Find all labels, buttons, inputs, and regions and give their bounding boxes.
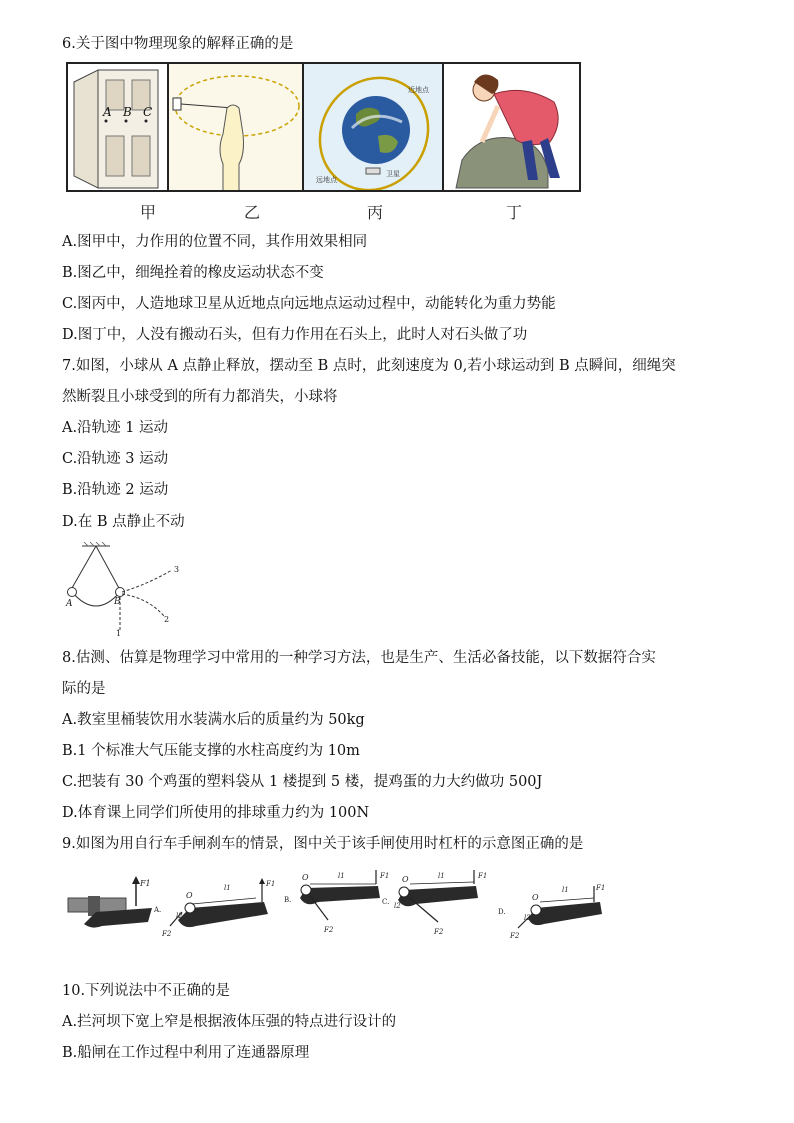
svg-text:F1: F1 [380, 872, 390, 880]
svg-text:A.: A. [154, 906, 162, 914]
svg-text:O: O [302, 873, 309, 882]
point-b-label: B [114, 597, 121, 607]
q6-option-d: D.图丁中，人没有搬动石头，但有力作用在石头上，此时人对石头做了功 [62, 327, 528, 343]
lever-option-c [382, 870, 487, 936]
svg-text:O: O [532, 893, 539, 902]
svg-text:l1: l1 [438, 872, 445, 880]
apogee-label: 远地点 [316, 176, 337, 184]
lever-option-a [153, 878, 275, 938]
perigee-label: 近地点 [408, 86, 429, 94]
q6-option-a: A.图甲中，力作用的位置不同，其作用效果相同 [62, 234, 368, 250]
panel-label-yi: 乙 [244, 203, 261, 222]
svg-text:F2: F2 [324, 926, 334, 934]
q6-figure [66, 62, 586, 222]
svg-text:F2: F2 [162, 930, 172, 938]
q7-option-3: B.沿轨迹 2 运动 [62, 482, 169, 498]
q7-option-1: A.沿轨迹 1 运动 [62, 420, 169, 436]
lever-option-b [284, 870, 389, 934]
lever-option-d [498, 884, 605, 940]
svg-text:F2: F2 [434, 928, 444, 936]
brake-lever-diagrams [66, 868, 606, 940]
track-3-label: 3 [174, 565, 180, 574]
svg-text:F1: F1 [596, 884, 606, 892]
string-rotation-illustration [169, 64, 304, 192]
q10-option-b: B.船闸在工作过程中利用了连通器原理 [62, 1045, 310, 1061]
q8-option-d: D.体育课上同学们所使用的排球重力约为 100N [62, 805, 370, 821]
q6-option-c: C.图丙中，人造地球卫星从近地点向远地点运动过程中，动能转化为重力势能 [62, 296, 556, 312]
q6-stem: 6.关于图中物理现象的解释正确的是 [62, 36, 294, 52]
satellite-label: 卫星 [386, 170, 400, 178]
door-illustration [68, 64, 169, 192]
q8-option-a: A.教室里桶装饮用水装满水后的质量约为 50kg [62, 712, 365, 728]
q9-lever-figure [66, 868, 606, 940]
svg-text:F1: F1 [478, 872, 488, 880]
satellite-orbit-illustration [304, 64, 444, 192]
panel-yi [167, 62, 304, 192]
person-rock-illustration [444, 64, 581, 192]
svg-text:F2: F2 [510, 932, 520, 940]
svg-text:l2: l2 [176, 912, 183, 920]
svg-text:F1: F1 [266, 880, 276, 888]
q8-stem-line2: 际的是 [62, 681, 106, 697]
q9-stem: 9.如图为用自行车手闸刹车的情景，图中关于该手闸使用时杠杆的示意图正确的是 [62, 836, 584, 852]
q7-stem-line1: 7.如图，小球从 A 点静止释放，摆动至 B 点时，此刻速度为 0,若小球运动到 B 点瞬间，细绳突 [62, 358, 676, 374]
panel-bing [302, 62, 444, 192]
svg-text:l2: l2 [524, 914, 531, 922]
q7-option-4: D.在 B 点静止不动 [62, 514, 185, 530]
q8-option-c: C.把装有 30 个鸡蛋的塑料袋从 1 楼提到 5 楼，提鸡蛋的力大约做功 500J [62, 774, 543, 790]
svg-text:l2: l2 [394, 902, 401, 910]
brake-handle-picture [68, 876, 152, 928]
svg-text:O: O [402, 875, 409, 884]
panel-jia [66, 62, 169, 192]
svg-text:O: O [186, 891, 193, 900]
q6-option-b: B.图乙中，细绳拴着的橡皮运动状态不变 [62, 265, 324, 281]
door-letter-b: B [123, 105, 132, 119]
svg-text:D.: D. [498, 908, 506, 916]
svg-text:C.: C. [382, 898, 390, 906]
panel-ding [442, 62, 581, 192]
svg-text:l1: l1 [224, 884, 231, 892]
track-1-label: 1 [116, 629, 122, 638]
q7-option-2: C.沿轨迹 3 运动 [62, 451, 169, 467]
svg-text:F1: F1 [140, 879, 151, 888]
svg-text:l1: l1 [562, 886, 569, 894]
panel-label-bing: 丙 [367, 203, 384, 222]
panel-label-jia: 甲 [140, 203, 157, 222]
q8-option-b: B.1 个标准大气压能支撑的水柱高度约为 10m [62, 743, 360, 759]
track-2-label: 2 [164, 615, 170, 624]
q10-option-a: A.拦河坝下宽上窄是根据液体压强的特点进行设计的 [62, 1014, 397, 1030]
q7-stem-line2: 然断裂且小球受到的所有力都消失，小球将 [62, 389, 338, 405]
point-a-label: A [66, 599, 73, 609]
svg-text:l1: l1 [338, 872, 345, 880]
q7-pendulum-figure [60, 540, 190, 640]
pendulum-diagram [60, 540, 190, 640]
q10-stem: 10.下列说法中不正确的是 [62, 983, 231, 999]
svg-text:B.: B. [284, 896, 292, 904]
door-letter-a: A [103, 105, 112, 119]
door-letter-c: C [143, 105, 153, 119]
panel-label-ding: 丁 [506, 203, 523, 222]
q8-stem-line1: 8.估测、估算是物理学习中常用的一种学习方法，也是生产、生活必备技能，以下数据符合实 [62, 650, 656, 666]
